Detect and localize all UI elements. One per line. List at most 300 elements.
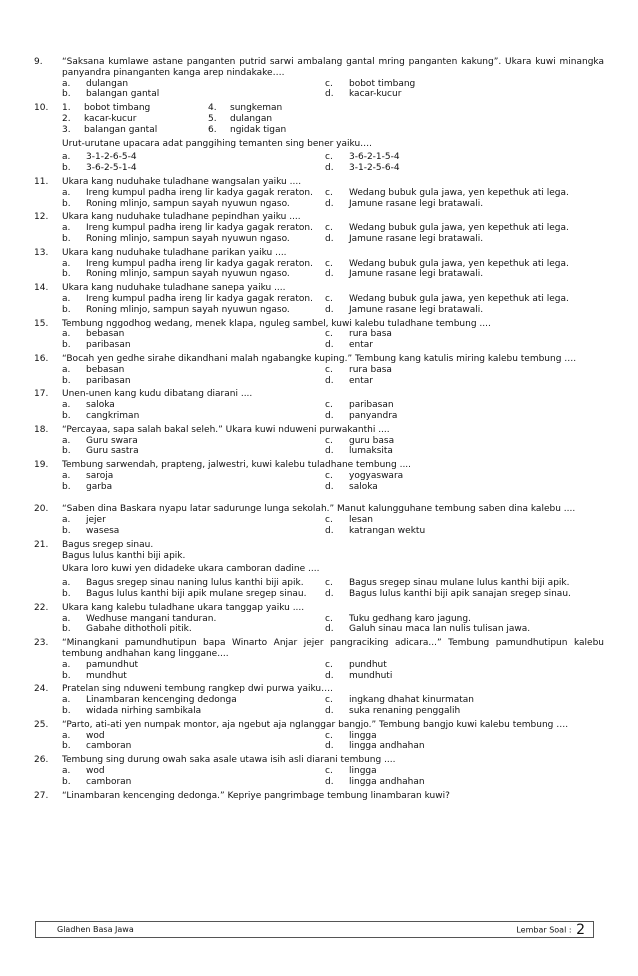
option-letter: b. bbox=[62, 589, 71, 600]
option-text: yogyaswara bbox=[349, 470, 404, 481]
question-number: 25. bbox=[34, 719, 49, 730]
option-letter: c. bbox=[325, 293, 333, 304]
option-letter: d. bbox=[325, 670, 334, 681]
option bbox=[62, 199, 325, 210]
sequence-text: bobot timbang bbox=[84, 103, 151, 114]
question-item bbox=[34, 248, 604, 280]
sequence-number: 5. bbox=[208, 113, 217, 124]
option-letter: a. bbox=[62, 470, 71, 481]
option-letter: b. bbox=[62, 410, 71, 421]
question-body bbox=[62, 283, 604, 315]
option-text: saloka bbox=[86, 400, 115, 411]
option-text: wasesa bbox=[86, 526, 120, 537]
question-line: Bagus sregep sinau. bbox=[62, 539, 154, 550]
sequence-item bbox=[62, 114, 208, 125]
question-text: “Linambaran kencenging dedonga.” Kepriye pangrimbage tembung linambaran kuwi? bbox=[62, 790, 450, 801]
option-letter: d. bbox=[325, 624, 334, 635]
option bbox=[62, 436, 325, 447]
option-row bbox=[62, 199, 604, 210]
option bbox=[62, 614, 325, 625]
option-text: Roning mlinjo, sampun sayah nyuwun ngaso. bbox=[86, 198, 290, 209]
option-text: panyandra bbox=[349, 410, 398, 421]
option-letter: c. bbox=[325, 470, 333, 481]
option bbox=[62, 589, 325, 600]
sequence-text: sungkeman bbox=[230, 103, 283, 114]
option bbox=[62, 706, 325, 717]
option-text: lumaksita bbox=[349, 446, 393, 457]
option-letter: d. bbox=[325, 375, 334, 386]
option-letter: a. bbox=[62, 659, 71, 670]
option-letter: d. bbox=[325, 706, 334, 717]
option-text: Bagus sregep sinau naning lulus kanthi biji apik. bbox=[86, 578, 304, 589]
question-item bbox=[34, 638, 604, 681]
question-item bbox=[34, 684, 604, 716]
option bbox=[325, 482, 604, 493]
footer-page-number: 2 bbox=[576, 922, 585, 938]
option-row bbox=[62, 589, 604, 600]
option-letter: a. bbox=[62, 578, 71, 589]
question-text: Ukara kang nuduhake tuladhane pepindhan yaiku .... bbox=[62, 212, 301, 223]
option-letter: a. bbox=[62, 329, 71, 340]
option-text: rura basa bbox=[349, 329, 392, 340]
sequence-item bbox=[62, 125, 208, 136]
option-row bbox=[62, 329, 604, 340]
option-text: 3-1-2-6-5-4 bbox=[86, 152, 137, 163]
option-letter: c. bbox=[325, 730, 333, 741]
option-text: jejer bbox=[86, 515, 106, 526]
option-letter: b. bbox=[62, 163, 71, 174]
option bbox=[62, 671, 325, 682]
option-letter: c. bbox=[325, 152, 333, 163]
question-body bbox=[62, 57, 604, 100]
option-text: lingga andhahan bbox=[349, 741, 425, 752]
option bbox=[62, 578, 325, 589]
option-letter: b. bbox=[62, 340, 71, 351]
option-letter: b. bbox=[62, 304, 71, 315]
option bbox=[62, 163, 325, 174]
question-item bbox=[34, 425, 604, 457]
sequence-number: 1. bbox=[62, 103, 71, 114]
option-text: Jamune rasane legi bratawali. bbox=[349, 304, 484, 315]
option bbox=[325, 340, 604, 351]
option-text: rura basa bbox=[349, 364, 392, 375]
sequence-item bbox=[208, 114, 604, 125]
option-row bbox=[62, 766, 604, 777]
option-letter: d. bbox=[325, 269, 334, 280]
option bbox=[325, 259, 604, 270]
option bbox=[325, 614, 604, 625]
question-body bbox=[62, 354, 604, 386]
question-number: 24. bbox=[34, 684, 49, 695]
question-number: 16. bbox=[34, 353, 49, 364]
question-item bbox=[34, 389, 604, 421]
question-number: 26. bbox=[34, 755, 49, 766]
option-letter: d. bbox=[325, 89, 334, 100]
option-letter: a. bbox=[62, 258, 71, 269]
option bbox=[62, 365, 325, 376]
question-body bbox=[62, 684, 604, 716]
option-letter: c. bbox=[325, 258, 333, 269]
option-letter: a. bbox=[62, 613, 71, 624]
sequence-number: 4. bbox=[208, 103, 217, 114]
question-number: 12. bbox=[34, 212, 49, 223]
question-number: 27. bbox=[34, 790, 49, 801]
option-row bbox=[62, 152, 604, 163]
question-number: 17. bbox=[34, 389, 49, 400]
option-text: saloka bbox=[349, 481, 378, 492]
question-item bbox=[34, 319, 604, 351]
option-text: 3-6-2-1-5-4 bbox=[349, 152, 400, 163]
option-letter: b. bbox=[62, 446, 71, 457]
footer-page-label: Lembar Soal : bbox=[516, 925, 572, 935]
option-row bbox=[62, 163, 604, 174]
sequence-text: kacar-kucur bbox=[84, 113, 137, 124]
option-letter: b. bbox=[62, 624, 71, 635]
option-text: Gabahe dithotholi pitik. bbox=[86, 624, 192, 635]
option bbox=[62, 471, 325, 482]
option bbox=[325, 471, 604, 482]
option-text: Guru swara bbox=[86, 435, 138, 446]
question-text: Ukara kang nuduhake tuladhane parikan yaiku .... bbox=[62, 247, 287, 258]
option-text: Wedang bubuk gula jawa, yen kepethuk ati lega. bbox=[349, 187, 569, 198]
question-body bbox=[62, 638, 604, 681]
option-letter: a. bbox=[62, 152, 71, 163]
option bbox=[62, 234, 325, 245]
option bbox=[325, 234, 604, 245]
option-letter: b. bbox=[62, 233, 71, 244]
option bbox=[325, 446, 604, 457]
question-text: “Percayaa, sapa salah bakal seleh.” Ukara kuwi nduweni purwakanthi .... bbox=[62, 424, 390, 435]
option bbox=[62, 766, 325, 777]
option bbox=[325, 269, 604, 280]
footer-subject: Gladhen Basa Jawa bbox=[57, 925, 134, 934]
option bbox=[325, 731, 604, 742]
option-row bbox=[62, 436, 604, 447]
option-letter: a. bbox=[62, 435, 71, 446]
option-text: Tuku gedhang karo jagung. bbox=[349, 613, 471, 624]
option-text: Ireng kumpul padha ireng lir kadya gagak reraton. bbox=[86, 187, 313, 198]
question-number: 23. bbox=[34, 638, 49, 649]
option-text: Jamune rasane legi bratawali. bbox=[349, 198, 484, 209]
option bbox=[62, 446, 325, 457]
question-number: 15. bbox=[34, 318, 49, 329]
question-text: “Parto, ati-ati yen numpak montor, aja ngebut aja nglanggar bangjo.” Tembung bangjo kuwi kalebu tembung …. bbox=[62, 719, 569, 730]
option-text: ingkang dhahat kinurmatan bbox=[349, 695, 474, 706]
option bbox=[62, 305, 325, 316]
option-text: Galuh sinau maca lan nulis tulisan jawa. bbox=[349, 624, 531, 635]
option bbox=[62, 152, 325, 163]
question-body bbox=[62, 425, 604, 457]
option bbox=[325, 163, 604, 174]
option-text: wod bbox=[86, 730, 105, 741]
question-item bbox=[34, 103, 604, 174]
option-row bbox=[62, 614, 604, 625]
option-text: Roning mlinjo, sampun sayah nyuwun ngaso. bbox=[86, 304, 290, 315]
option-text: Bagus lulus kanthi biji apik sanajan sregep sinau. bbox=[349, 589, 571, 600]
option bbox=[62, 660, 325, 671]
sequence-number: 2. bbox=[62, 113, 71, 124]
option-text: Guru sastra bbox=[86, 446, 139, 457]
option-letter: a. bbox=[62, 730, 71, 741]
option-text: Ireng kumpul padha ireng lir kadya gagak reraton. bbox=[86, 223, 313, 234]
question-text: Ukara kang nuduhake tuladhane sanepa yaiku .... bbox=[62, 283, 286, 294]
option bbox=[325, 305, 604, 316]
option bbox=[62, 515, 325, 526]
option bbox=[62, 482, 325, 493]
option-text: 3-6-2-5-1-4 bbox=[86, 163, 137, 174]
option-row bbox=[62, 340, 604, 351]
question-number: 13. bbox=[34, 247, 49, 258]
option-text: camboran bbox=[86, 776, 132, 787]
option-row bbox=[62, 578, 604, 589]
option-row bbox=[62, 305, 604, 316]
question-prompt: Urut-urutane upacara adat panggihing temanten sing bener yaiku…. bbox=[62, 138, 373, 149]
option-letter: d. bbox=[325, 410, 334, 421]
sequence-text: ngidak tigan bbox=[230, 124, 287, 135]
option-letter: b. bbox=[62, 198, 71, 209]
question-body bbox=[62, 720, 604, 752]
option-row bbox=[62, 223, 604, 234]
option-text: garba bbox=[86, 481, 113, 492]
option bbox=[325, 294, 604, 305]
option bbox=[325, 589, 604, 600]
option-letter: a. bbox=[62, 766, 71, 777]
option-text: kacar-kucur bbox=[349, 89, 402, 100]
question-body bbox=[62, 389, 604, 421]
option-text: Ireng kumpul padha ireng lir kadya gagak reraton. bbox=[86, 258, 313, 269]
question-list bbox=[34, 57, 604, 801]
option-row bbox=[62, 471, 604, 482]
question-item bbox=[34, 354, 604, 386]
option-letter: c. bbox=[325, 364, 333, 375]
option-text: pundhut bbox=[349, 659, 387, 670]
option-row bbox=[62, 706, 604, 717]
question-body bbox=[62, 791, 604, 802]
option-letter: a. bbox=[62, 695, 71, 706]
question-item bbox=[34, 177, 604, 209]
option-row bbox=[62, 695, 604, 706]
sequence-row bbox=[62, 103, 604, 114]
option-row bbox=[62, 446, 604, 457]
question-body bbox=[62, 212, 604, 244]
option-row bbox=[62, 731, 604, 742]
option bbox=[62, 624, 325, 635]
option-text: widada nirhing sambikala bbox=[86, 706, 202, 717]
page-footer bbox=[35, 921, 594, 938]
option-row bbox=[62, 269, 604, 280]
sequence-text: balangan gantal bbox=[84, 124, 158, 135]
option-text: guru basa bbox=[349, 435, 395, 446]
option bbox=[325, 660, 604, 671]
option bbox=[62, 294, 325, 305]
option-letter: a. bbox=[62, 400, 71, 411]
option bbox=[62, 376, 325, 387]
option-text: entar bbox=[349, 375, 373, 386]
option-row bbox=[62, 188, 604, 199]
question-item bbox=[34, 212, 604, 244]
option-letter: a. bbox=[62, 515, 71, 526]
question-item bbox=[34, 540, 604, 600]
option-row bbox=[62, 234, 604, 245]
option-letter: c. bbox=[325, 578, 333, 589]
question-line: Bagus lulus kanthi biji apik. bbox=[62, 550, 186, 561]
question-number: 19. bbox=[34, 460, 49, 471]
option bbox=[325, 376, 604, 387]
option bbox=[62, 340, 325, 351]
option-letter: a. bbox=[62, 78, 71, 89]
option bbox=[325, 766, 604, 777]
option-text: Ireng kumpul padha ireng lir kadya gagak reraton. bbox=[86, 293, 313, 304]
sequence-text: dulangan bbox=[230, 113, 273, 124]
option-text: Wedang bubuk gula jawa, yen kepethuk ati lega. bbox=[349, 223, 569, 234]
option-text: pamundhut bbox=[86, 659, 139, 670]
option-text: 3-1-2-5-6-4 bbox=[349, 163, 400, 174]
question-text: Tembung sarwendah, prapteng, jalwestri, kuwi kalebu tuladhane tembung .... bbox=[62, 460, 412, 471]
option-letter: c. bbox=[325, 766, 333, 777]
option-text: camboran bbox=[86, 741, 132, 752]
sequence-number: 3. bbox=[62, 124, 71, 135]
question-prompt: Ukara loro kuwi yen didadeke ukara camboran dadine .... bbox=[62, 564, 320, 575]
question-number: 14. bbox=[34, 283, 49, 294]
question-body bbox=[62, 540, 604, 600]
option-letter: b. bbox=[62, 375, 71, 386]
question-item bbox=[34, 460, 604, 492]
question-text: “Bocah yen gedhe sirahe dikandhani malah ngabangke kuping.” Tembung kang katulis miring kalebu tembung …. bbox=[62, 353, 577, 364]
question-text: “Saben dina Baskara nyapu latar sadurunge lunga sekolah.” Manut kalungguhane tembung saben dina kalebu .... bbox=[62, 504, 576, 515]
question-text: “Saksana kumlawe astane panganten putrid sarwi ambalang gantal mring panganten kakung”. Ukara kuwi minangka panyandra pinanganten kanga arep nindakake…. bbox=[62, 57, 604, 78]
option-row bbox=[62, 671, 604, 682]
option bbox=[62, 79, 325, 90]
option-text: entar bbox=[349, 340, 373, 351]
option-text: paribasan bbox=[86, 340, 131, 351]
option bbox=[325, 741, 604, 752]
question-body bbox=[62, 248, 604, 280]
option bbox=[62, 188, 325, 199]
option-letter: c. bbox=[325, 515, 333, 526]
option bbox=[325, 671, 604, 682]
question-text: Unen-unen kang kudu dibatang diarani .... bbox=[62, 389, 253, 400]
option bbox=[62, 89, 325, 100]
option-row bbox=[62, 741, 604, 752]
option-letter: c. bbox=[325, 78, 333, 89]
question-item bbox=[34, 720, 604, 752]
option-text: suka renaning penggalih bbox=[349, 706, 461, 717]
question-number: 9. bbox=[34, 57, 43, 67]
option-letter: b. bbox=[62, 706, 71, 717]
option bbox=[325, 329, 604, 340]
option-letter: a. bbox=[62, 293, 71, 304]
question-number: 18. bbox=[34, 424, 49, 435]
option-letter: d. bbox=[325, 233, 334, 244]
option-letter: c. bbox=[325, 695, 333, 706]
option-letter: c. bbox=[325, 187, 333, 198]
question-text: Ukara kang kalebu tuladhane ukara tanggap yaiku .... bbox=[62, 602, 305, 613]
option-letter: b. bbox=[62, 776, 71, 787]
option bbox=[325, 199, 604, 210]
option bbox=[325, 223, 604, 234]
option-letter: c. bbox=[325, 223, 333, 234]
option-letter: c. bbox=[325, 613, 333, 624]
option-letter: d. bbox=[325, 741, 334, 752]
option bbox=[62, 695, 325, 706]
option bbox=[62, 400, 325, 411]
option-letter: b. bbox=[62, 269, 71, 280]
question-body bbox=[62, 755, 604, 787]
option-row bbox=[62, 660, 604, 671]
option-row bbox=[62, 624, 604, 635]
option-text: Wedhuse mangani tanduran. bbox=[86, 613, 217, 624]
option-letter: c. bbox=[325, 329, 333, 340]
question-body bbox=[62, 103, 604, 174]
question-item bbox=[34, 755, 604, 787]
option-row bbox=[62, 294, 604, 305]
option-letter: d. bbox=[325, 198, 334, 209]
question-number: 22. bbox=[34, 602, 49, 613]
option bbox=[62, 741, 325, 752]
option-text: balangan gantal bbox=[86, 89, 160, 100]
option-text: lingga bbox=[349, 766, 377, 777]
sequence-item bbox=[208, 103, 604, 114]
option bbox=[325, 411, 604, 422]
option-text: katrangan wektu bbox=[349, 526, 426, 537]
option-text: paribasan bbox=[349, 400, 394, 411]
question-number: 20. bbox=[34, 504, 49, 515]
option-letter: b. bbox=[62, 670, 71, 681]
option-text: bobot timbang bbox=[349, 78, 416, 89]
question-text: Pratelan sing nduweni tembung rangkep dwi purwa yaiku…. bbox=[62, 684, 333, 695]
option-row bbox=[62, 526, 604, 537]
option bbox=[325, 526, 604, 537]
option bbox=[62, 269, 325, 280]
footer-page-info bbox=[516, 922, 585, 938]
option-letter: d. bbox=[325, 163, 334, 174]
option-text: Wedang bubuk gula jawa, yen kepethuk ati lega. bbox=[349, 293, 569, 304]
option-text: cangkriman bbox=[86, 410, 140, 421]
option bbox=[325, 89, 604, 100]
option-letter: b. bbox=[62, 481, 71, 492]
option-text: lingga andhahan bbox=[349, 776, 425, 787]
option-row bbox=[62, 400, 604, 411]
question-body bbox=[62, 460, 604, 492]
option-row bbox=[62, 482, 604, 493]
option bbox=[325, 695, 604, 706]
option-letter: d. bbox=[325, 446, 334, 457]
sequence-row bbox=[62, 125, 604, 136]
option bbox=[325, 400, 604, 411]
sequence-row bbox=[62, 114, 604, 125]
option-text: Linambaran kencenging dedonga bbox=[86, 695, 237, 706]
option-text: Bagus sregep sinau mulane lulus kanthi biji apik. bbox=[349, 578, 570, 589]
option-letter: c. bbox=[325, 435, 333, 446]
question-body bbox=[62, 177, 604, 209]
option-row bbox=[62, 411, 604, 422]
question-body bbox=[62, 603, 604, 635]
sequence-item bbox=[208, 125, 604, 136]
option-letter: b. bbox=[62, 526, 71, 537]
option bbox=[62, 259, 325, 270]
option-text: Jamune rasane legi bratawali. bbox=[349, 269, 484, 280]
option-letter: c. bbox=[325, 659, 333, 670]
option-letter: d. bbox=[325, 589, 334, 600]
option-text: mundhuti bbox=[349, 670, 393, 681]
option bbox=[325, 188, 604, 199]
option bbox=[62, 526, 325, 537]
option-text: bebasan bbox=[86, 329, 125, 340]
option bbox=[325, 152, 604, 163]
option-row bbox=[62, 376, 604, 387]
option-letter: d. bbox=[325, 776, 334, 787]
option-letter: a. bbox=[62, 187, 71, 198]
